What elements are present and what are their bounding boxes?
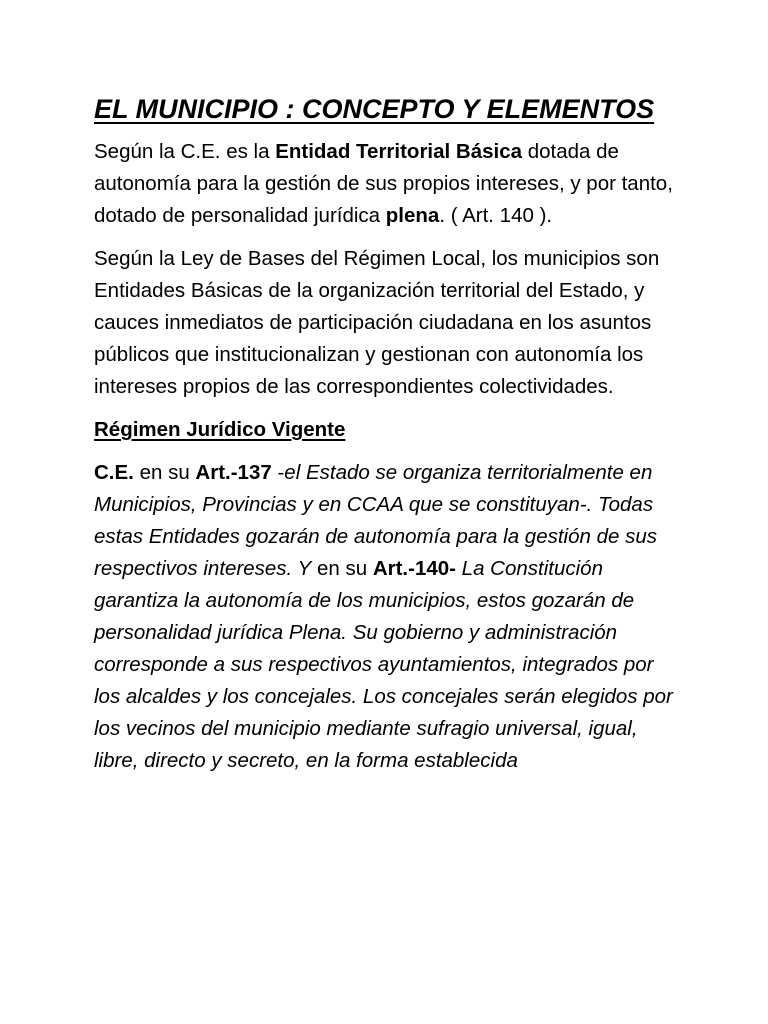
paragraph-text: . ( Art. 140 ).	[439, 204, 553, 227]
paragraph-concept	[94, 136, 684, 232]
bold-term: Art.-137	[195, 461, 272, 484]
paragraph-text: en su	[133, 461, 196, 484]
document-title: EL MUNICIPIO : CONCEPTO Y ELEMENTOS	[94, 94, 655, 124]
bold-term: Entidad Territorial Básica	[275, 140, 523, 163]
italic-quote: el Estado se organiza territorialmente en Municipios, Provincias y en CCAA que se constituyan-. Todas estas Entidades gozarán de autonomía para la gestión de sus respectivos intereses. Y	[94, 461, 657, 580]
paragraph-text: Según la C.E. es la	[94, 140, 276, 163]
bold-term: C.E.	[94, 461, 134, 484]
paragraph-ley-bases: Según la Ley de Bases del Régimen Local, los municipios son Entidades Básicas de la organización territorial del Estado, y cauces inmediatos de participación ciudadana en los asuntos públicos que institucionalizan y gestionan con autonomía los intereses propios de las correspondientes colectividades.	[94, 247, 660, 398]
italic-quote: La Constitución garantiza la autonomía de los municipios, estos gozarán de personalidad jurídica Plena. Su gobierno y administración corresponde a sus respectivos ayuntamientos, integrados por los alcaldes y los concejales. Los concejales serán elegidos por los vecinos del municipio mediante sufragio universal, igual, libre, directo y secreto, en la forma establecida	[94, 557, 673, 772]
document-content	[94, 92, 684, 788]
paragraph-regimen	[94, 457, 684, 777]
paragraph-text: dotada de autonomía para la gestión de sus propios intereses, y por tanto, dotado de personalidad jurídica	[94, 140, 673, 227]
paragraph-text: en su	[311, 557, 373, 580]
section-heading: Régimen Jurídico Vigente	[94, 418, 346, 441]
bold-term: Art.-140-	[372, 557, 456, 580]
bold-term: plena	[385, 204, 440, 227]
paragraph-text: -	[271, 461, 285, 484]
